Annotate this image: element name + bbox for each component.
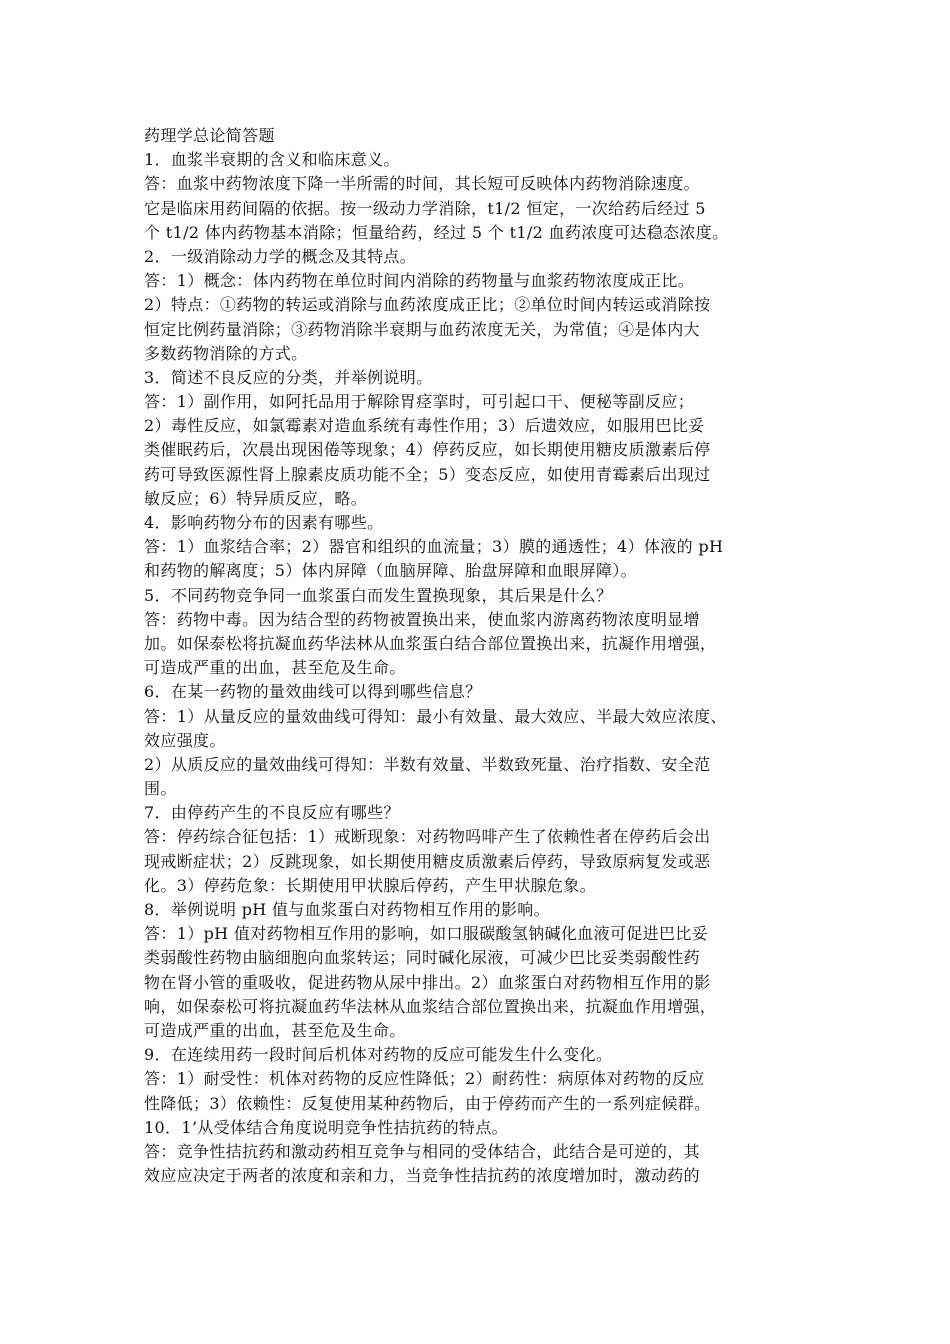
- text-line: 类弱酸性药物由脑细胞向血浆转运；同时碱化尿液，可减少巴比妥类弱酸性药: [144, 948, 700, 968]
- text-line: 7．由停药产生的不良反应有哪些？: [144, 803, 400, 823]
- text-line: 响，如保泰松可将抗凝血药华法林从血浆结合部位置换出来，抗凝血作用增强，: [144, 996, 717, 1016]
- text-line: 答：停药综合征包括：1）戒断现象：对药物吗啡产生了依赖性者在停药后会出: [144, 827, 711, 847]
- text-line: 2）特点：①药物的转运或消除与血药浓度成正比；②单位时间内转运或消除按: [144, 295, 711, 315]
- text-line: 6．在某一药物的量效曲线可以得到哪些信息？: [144, 682, 482, 702]
- text-line: 现戒断症状；2）反跳现象，如长期使用糖皮质激素后停药，导致原病复发或恶: [144, 851, 711, 871]
- text-line: 2）毒性反应，如氯霉素对造血系统有毒性作用；3）后遗效应，如服用巴比妥: [144, 416, 705, 436]
- text-line: 10．1’从受体结合角度说明竞争性拮抗药的特点。: [144, 1117, 509, 1137]
- document-title: 药理学总论简答题: [144, 126, 275, 145]
- text-line: 可造成严重的出血，甚至危及生命。: [144, 658, 406, 678]
- text-line: 答：1）从量反应的量效曲线可得知：最小有效量、最大效应、半最大效应浓度、: [144, 706, 727, 726]
- text-line: 答：1）pH 值对药物相互作用的影响，如口服碳酸氢钠碱化血液可促进巴比妥: [144, 924, 709, 944]
- text-line: 个 t1/2 体内药物基本消除；恒量给药，经过 5 个 t1/2 血药浓度可达稳态浓度。: [144, 222, 729, 242]
- text-line: 它是临床用药间隔的依据。按一级动力学消除，t1/2 恒定，一次给药后经过 5: [144, 198, 706, 218]
- text-line: 答：1）副作用，如阿托品用于解除胃痉挛时，可引起口干、便秘等副反应；: [144, 392, 695, 412]
- text-line: 答：1）耐受性：机体对药物的反应性降低；2）耐药性：病原体对药物的反应: [144, 1069, 705, 1089]
- text-line: 3．简述不良反应的分类，并举例说明。: [144, 367, 433, 387]
- text-line: 4．影响药物分布的因素有哪些。: [144, 513, 384, 532]
- text-line: 答：1）血浆结合率；2）器官和组织的血流量；3）膜的通透性；4）体液的 pH: [144, 537, 724, 557]
- text-line: 答：药物中毒。因为结合型的药物被置换出来，使血浆内游离药物浓度明显增: [144, 609, 700, 629]
- text-line: 答：1）概念：体内药物在单位时间内消除的药物量与血浆药物浓度成正比。: [144, 271, 695, 291]
- document-body: [144, 148, 814, 1188]
- text-line: 答：血浆中药物浓度下降一半所需的时间，其长短可反映体内药物消除速度。: [144, 174, 700, 194]
- text-line: 敏反应；6）特异质反应，略。: [144, 488, 368, 508]
- text-line: 9．在连续用药一段时间后机体对药物的反应可能发生什么变化。: [144, 1045, 613, 1065]
- text-line: 2）从质反应的量效曲线可得知：半数有效量、半数致死量、治疗指数、安全范: [144, 754, 711, 774]
- text-line: 性降低；3）依赖性：反复使用某种药物后，由于停药而产生的一系列症候群。: [144, 1093, 711, 1113]
- text-line: 2．一级消除动力学的概念及其特点。: [144, 246, 417, 266]
- text-line: 8．举例说明 pH 值与血浆蛋白对药物相互作用的影响。: [144, 900, 550, 919]
- text-line: 答：竞争性拮抗药和激动药相互竞争与相同的受体结合，此结合是可逆的，其: [144, 1141, 700, 1161]
- text-line: 类催眠药后，次晨出现困倦等现象；4）停药反应，如长期使用糖皮质激素后停: [144, 440, 711, 460]
- text-line: 效应应决定于两者的浓度和亲和力，当竞争性拮抗药的浓度增加时，激动药的: [144, 1166, 700, 1186]
- text-line: 药可导致医源性肾上腺素皮质功能不全；5）变态反应，如使用青霉素后出现过: [144, 464, 711, 484]
- text-line: 恒定比例药量消除；③药物消除半衰期与血药浓度无关，为常值；④是体内大: [144, 319, 700, 339]
- text-line: 5．不同药物竞争同一血浆蛋白而发生置换现象，其后果是什么？: [144, 585, 613, 605]
- text-line: 多数药物消除的方式。: [144, 343, 308, 363]
- text-line: 加。如保泰松将抗凝血药华法林从血浆蛋白结合部位置换出来，抗凝作用增强，: [144, 633, 717, 653]
- text-line: 物在肾小管的重吸收，促进药物从尿中排出。2）血浆蛋白对药物相互作用的影: [144, 972, 711, 992]
- text-line: 效应强度。: [144, 730, 226, 750]
- document-page: [144, 124, 814, 1188]
- text-line: 化。3）停药危象：长期使用甲状腺后停药，产生甲状腺危象。: [144, 875, 596, 895]
- text-line: 和药物的解离度；5）体内屏障（血脑屏障、胎盘屏障和血眼屏障）。: [144, 561, 638, 581]
- text-line: 1．血浆半衰期的含义和临床意义。: [144, 150, 400, 170]
- text-line: 围。: [144, 779, 177, 799]
- text-line: 可造成严重的出血，甚至危及生命。: [144, 1020, 406, 1040]
